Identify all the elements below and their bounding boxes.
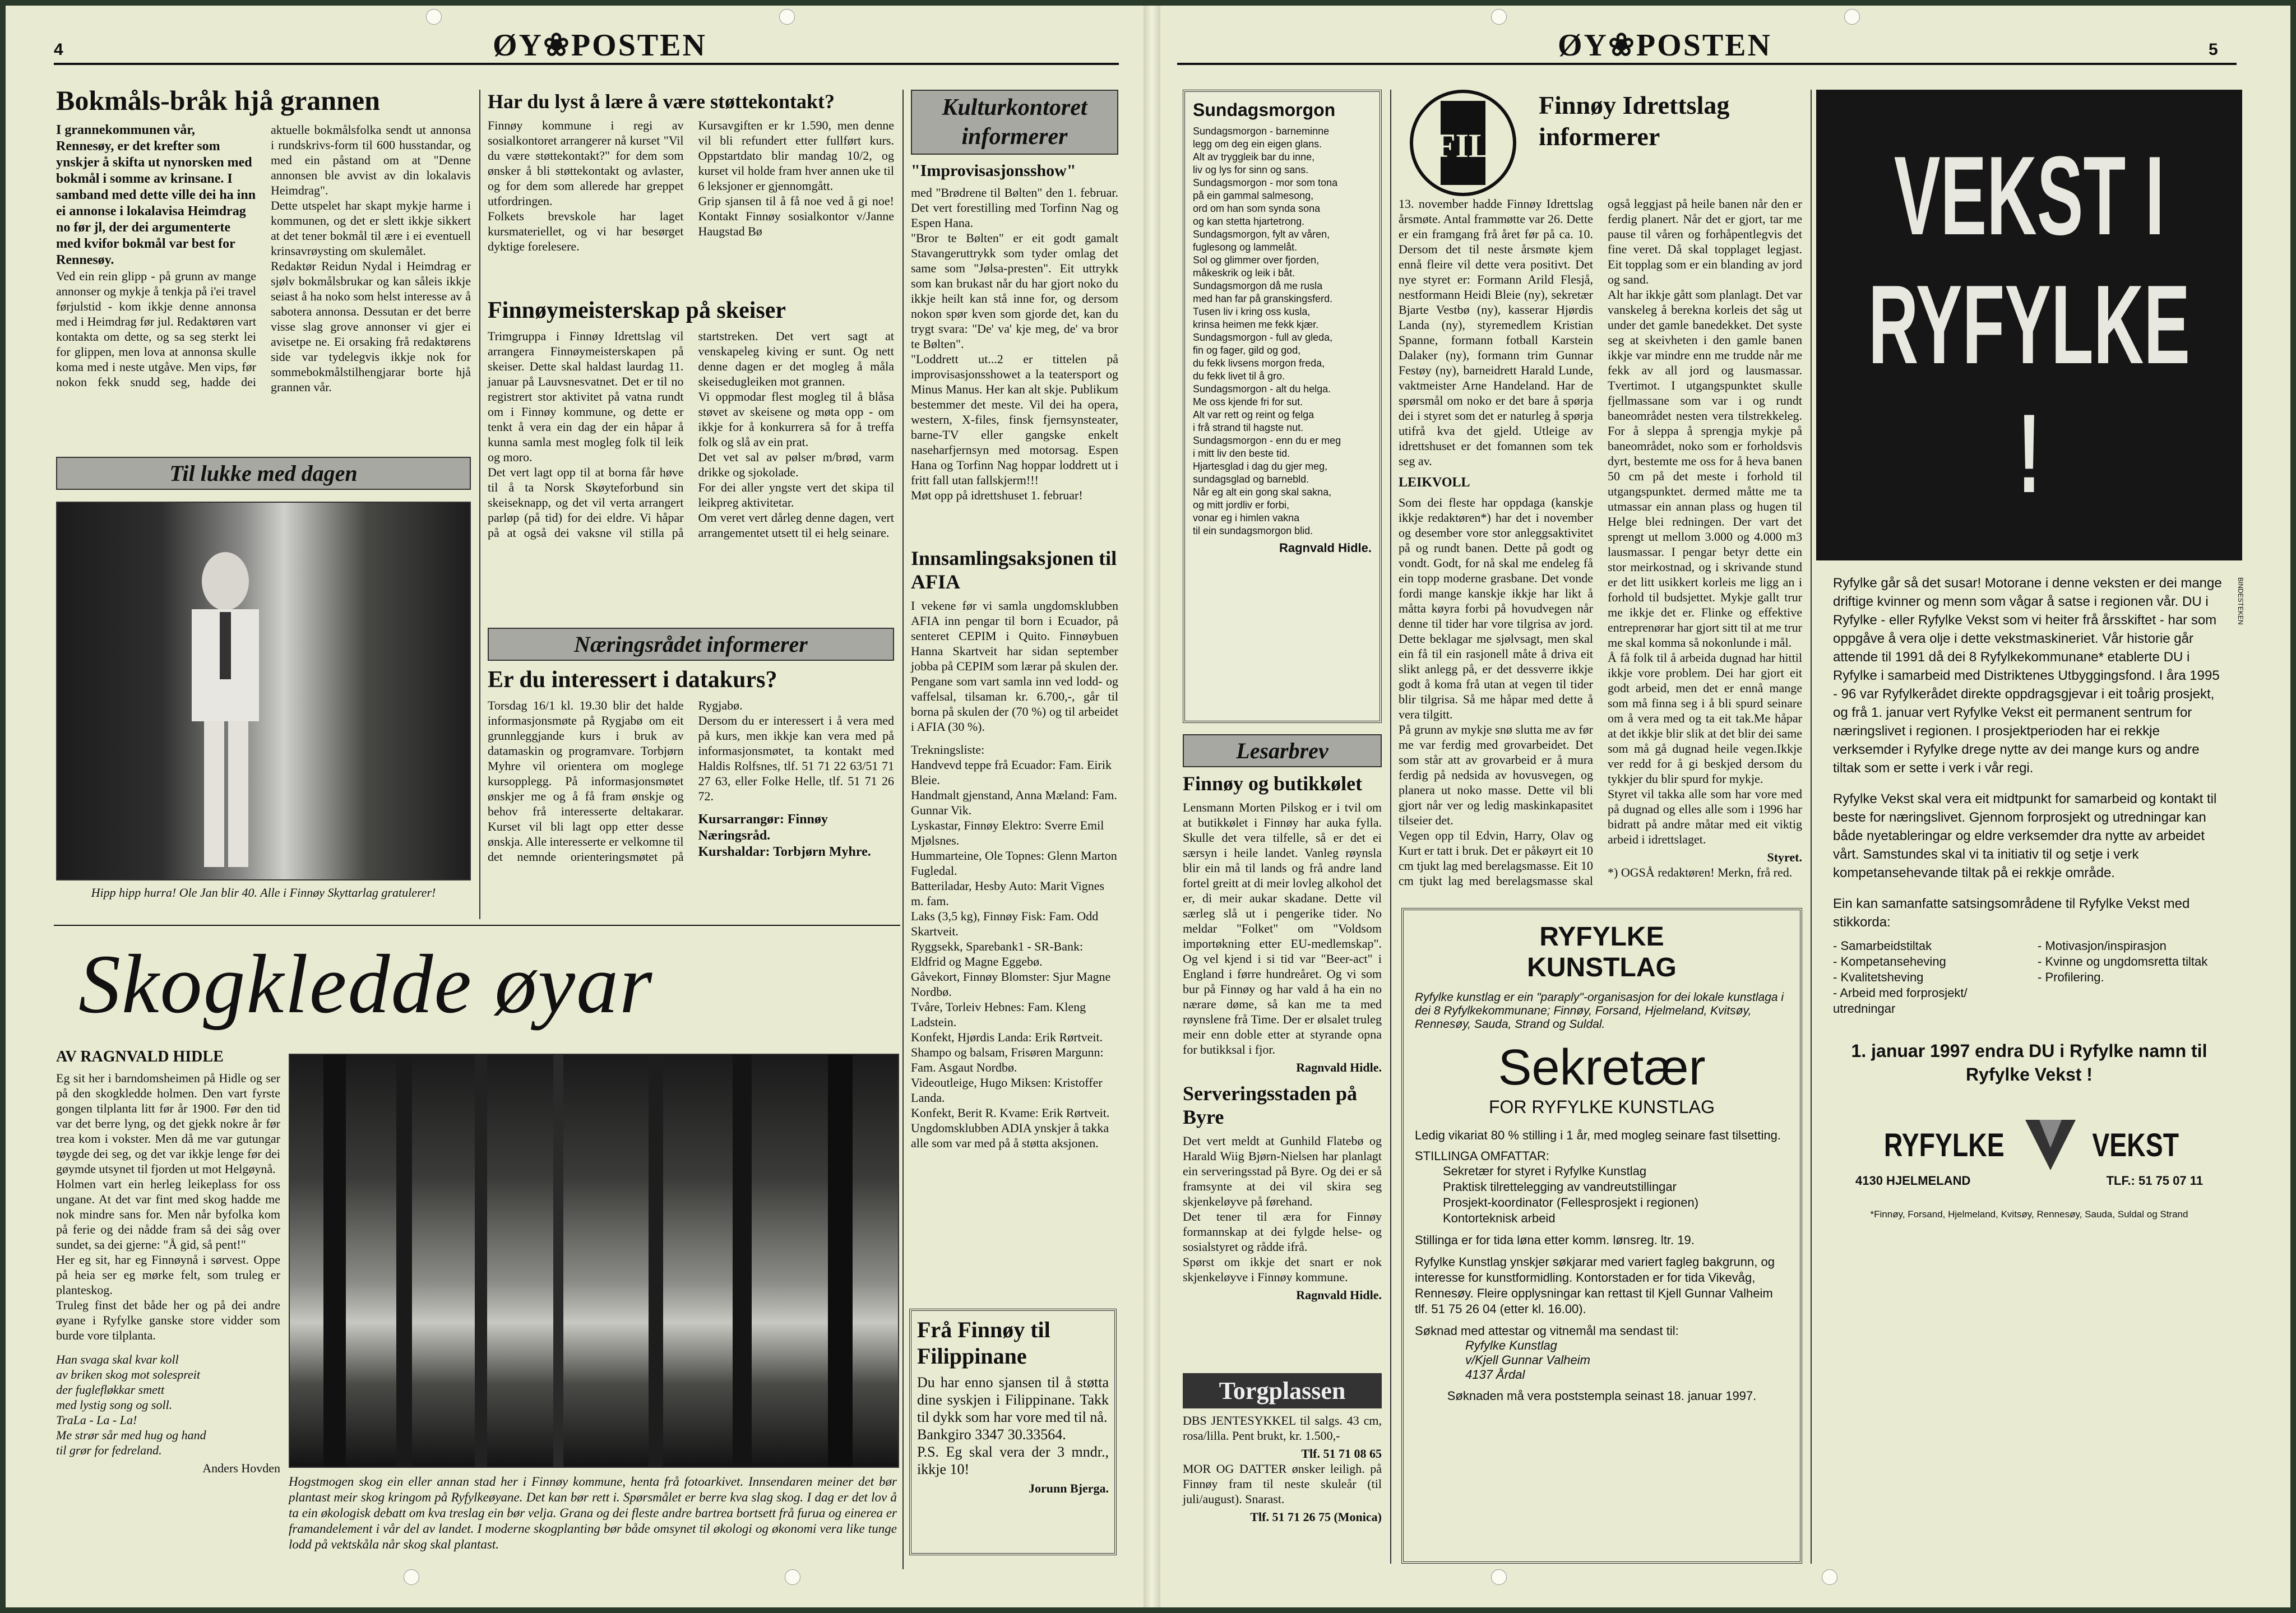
article-naeringsradet	[488, 628, 894, 919]
masthead-right: ØY❀POSTEN	[1558, 28, 1772, 63]
binding-hole	[779, 9, 795, 25]
draw-list: Trekningsliste: Handvevd teppe frå Ecuador: Fam. Eirik Bleie. Handmalt gjenstand, Anna Mæland: Fam. Gunnar Vik. Lyskastar, Finnøy Elektro: Sverre Emil Mjølsnes. Hummarteine, Ole Topnes: Glenn Marton Fugledal. Batteriladar, Hesby Auto: Marit Vignes m. fam. Laks (3,5 kg), Finnøy Fisk: Fam. Odd Skartveit. Ryggsekk, Sparebank1 - SR-Bank: Eldfrid og Magne Eggebø. Gåvekort, Finnøy Blomster: Sjur Magne Nordbø. Tvåre, Torleiv Hebnes: Fam. Kleng Ladstein. Konfekt, Hjørdis Landa: Erik Rørtveit. Shampo og balsam, Frisøren Margunn: Fam. Asgaut Nordbø. Videoutleige, Hugo Miksen: Kristoffer Landa. Konfekt, Berit R. Kvame: Erik Rørtveit. Ungdomsklubben ADIA ynskjer å takka alle som var med på å støtta aksjonen.	[911, 743, 1117, 1150]
headline: Finnøymeisterskap på skeiser	[488, 298, 786, 323]
article-skeiser	[488, 297, 894, 611]
editor-note: *) OGSÅ redaktøren! Merkn, frå red.	[1608, 865, 1793, 879]
focus-item: - Arbeid med forprosjekt/ utredningar	[1833, 986, 1968, 1016]
headline: Er du interessert i datakurs?	[488, 667, 777, 693]
section-bar: Lesarbrev	[1183, 734, 1382, 767]
job-text: Søknad med attestar og vitnemål ma sendast til:	[1415, 1324, 1679, 1338]
page-fold	[1144, 6, 1160, 1607]
article-bokmal	[56, 84, 471, 443]
phone: TLF.: 51 75 07 11	[2106, 1174, 2203, 1188]
headline: Serveringsstaden på Byre	[1183, 1082, 1358, 1128]
binding-hole	[1491, 1569, 1507, 1585]
lead-text: I grannekommunen vår, Rennesøy, er det krefter som ynskjer å skifta ut nynorsken med bokmål i somme av krinsane. I samband med dette ville dei ha inn ei annonse i lokalavisa Heimdrag no før jl, der dei argumenterte med kvifor bokmål var best for Rennesøy.	[56, 123, 256, 267]
vekst-banner	[1816, 90, 2242, 560]
page-number-left: 4	[54, 40, 63, 59]
body-text: Det vert meldt at Gunhild Flatebø og Harald Wiig Bjørn-Nielsen har planlagt ein serveringsstad på Byre. Og dei er så framsynte at dei vil skira seg skjenkeløyve på førehand. Det tener til æra for Finnøy formannskap at dei fylgde helse- og sosialstyret og rådde ifrå. Spørst om ikkje det snart er nok skjenkeløyve i Finnøy kommune.	[1183, 1134, 1382, 1284]
article-til-lukke	[56, 457, 471, 905]
headline: Bokmåls-bråk hjå grannen	[56, 85, 380, 116]
body-text: med "Brødrene til Bølten" den 1. februar. Det vert forestilling med Torfinn Nag og Espen Hana. "Bror te Bølten" er eit godt gamalt Stavangeruttrykk som tyder omlag det same som "Jølsa-presten". Eit uttrykk som kan brukast når du har gjort noko du ikkje heilt kan stå inne for, og dersom nokon spør kven som gjorde det, kan du trygt svara: "De' va' kje meg, de' va bror te Bølten". "Loddrett ut...2 er tittelen på improvisasjonsshowet a la teatersport og Minus Manus. Her kan alt skje. Publikum bestemmer det meste. Vil dei ha opera, western, X-files, finsk fjernsynsteater, barne-TV eller gangske enkelt naseharfjernsyn med motorsag. Espen Hana og Torfinn Nag hoppar loddrett ut i fritt fall utan fallskjerm!!! Møt opp på idrettshuset 1. februar!	[911, 186, 1118, 502]
logo-word: RYFYLKE	[1883, 1127, 2005, 1164]
column-rule	[1811, 90, 1812, 1564]
job-text: Stillinga er for tida løna etter komm. lønsreg. ltr. 19.	[1415, 1233, 1695, 1247]
body-text: Finnøy kommune i regi av sosialkontoret arrangerer nå kurset "Vil du være støttekontakt?" for dem som ønsker å bli støttekontakt og avlaster, og for dem som allerede har greppet utfordringen. Folkets brevskole har laget kursmateriellet, og vi har besørget dyktige forelesere. Kursavgiften er kr 1.590, men denne vil bli refundert etter fullført kurs. Oppstartdato blir mandag 10/2, og kurset vil holde fram hver annen uke til 6 leksjoner er gjennomgått. Grip sjansen til å få noe ved å gi noe! Kontakt Finnøy sosialkontor v/Janne Haugstad Bø	[488, 118, 894, 253]
section-bar: Til lukke med dagen	[56, 457, 471, 490]
body-text: 13. november hadde Finnøy Idrettslag årsmøte. Antal frammøtte var 26. Dette er ein framgang frå året før på ca. 10. Dersom det til neste årsmøte kjem ennå fleire vil dette vera positivt. Det nye styret er: Formann Arild Flesjå, nestformann Heidi Bleie (ny), sekretær Bjarte Vestbø (ny), kasserar Hjørdis Landa (ny), styremedlem Kristian Spanne, formann fotball Karstein Dalaker (ny), formann trim Gunnar Festøy (ny), barneidrett Harald Lunde, vaktmeister Arne Handeland. Har de spørsmål om noko er det bare å spørja dei i styret som det er naturleg å spørja utifrå kva det gjeld. Utleige av idrettshuset er det fomannen som tek seg av.	[1399, 197, 1593, 468]
vekst-logo	[1833, 1120, 2225, 1170]
logo-word: VEKST	[2091, 1127, 2179, 1164]
body-text: Ved ein rein glipp - på grunn av mange annonser og mykje å tenkja på i'ei travel førjulstid - kom ikkje denne annonsa med i Heimdrag før jul. Redaktøren vart kontakta om dette, og sa seg sterkt lei for glippen, men lova at annonsa skulle koma med i neste utgåve. Men vips, før nokon fekk snudd seg, hadde dei aktuelle bokmålsfolka sendt ut annonsa i rundskrivs-form til 600 husstandar, og med ein påstand om at "Denne annonsen ble avvist av din lokalavis Heimdrag". Dette utspelet har skapt mykje harme i kommunen, og det er slett ikkje sikkert at det tener bokmål til ære i ei eventuell krinsavrøysting om skulemålet. Redaktør Reidun Nydal i Heimdrag er sjølv bokmålsbrukar og kan såleis ikkje seiast å ha noko som helst interesse av å sabotera annonsa. Dessutan er det berre visse slag grove annonser vi gjer ei avisetpe ne. Ei orsaking frå redaktørens side var tydelegvis ikkje nok for sommebokmålstilhengjarar borte hjå grannen vår.	[56, 123, 471, 394]
job-subtitle: FOR RYFYLKE KUNSTLAG	[1488, 1097, 1715, 1117]
body-text: Lensmann Morten Pilskog er i tvil om at butikkølet i Finnøy har auka fylla. Skulle det vera tilfelle, så er det ei særsyn i heile landet. Vanleg røynsla blir ein må til lands og frå andre land fortel greitt at di meir lovleg alkohol det er, di meir aukar skadane. Dette vil særleg slå ut i pengerike tider. No meldar "Folket" om "Voldsom importøkning etter EU-medlemskap". Og vel kjend i si tid var "Beer-act" i England i førre hundreåret. Og vi som bur på Finnøy og har vald å ha ein no nærare døme, så kan me ta med røynslene frå Time. Der er ølsalet truleg meir enn doble etter at styrande opna for butikksal i fjor.	[1183, 800, 1382, 1056]
article-skog-text	[56, 1048, 280, 1564]
binding-hole	[785, 1569, 800, 1585]
photo-caption: Hogstmogen skog ein eller annan stad her i Finnøy kommune, henta frå fotoarkivet. Innsendaren meiner det bør plantast meir skog kringom på Ryfylkeøyane. Det kan bør rett i. Spørsmålet er berre kva slag skog. I dag er det lov å ta ein økologisk debatt om kva treslag ein bør velja. Grana og dei fleste andre bartrea bortsett frå furua og einerea er framandelement i vår del av landet. I moderne skogplanting bør både omsynet til økologi og økonomi vera like tunge lodd på vektskåla når skog skal plantast.	[289, 1475, 897, 1551]
idrett-logo	[1396, 84, 1553, 207]
masthead-rule	[1177, 63, 2237, 65]
focus-item: - Kvalitetsheving	[1833, 970, 1924, 984]
logo-letters: FIL	[1434, 127, 1492, 164]
side-code: BINDESTEKEN	[2237, 577, 2244, 625]
focus-item: - Motivasjon/inspirasjon	[2038, 939, 2167, 953]
address: 4130 HJELMELAND	[1855, 1174, 1971, 1188]
ad-phone: Tlf. 51 71 08 65	[1301, 1447, 1382, 1461]
duty-item: Praktisk tilrettelegging av vandreutstillingar	[1443, 1180, 1677, 1194]
body-text: Trimgruppa i Finnøy Idrettslag vil arrangera Finnøymeisterskapen på skeiser. Dette skal haldast laurdag 11. januar på Lauvsnesvatnet. Det er til no registrert stor aktivitet på vatna rundt om i Finnøy kommune, og dette er tenkt å vera ein dag der ein håpar å kunna samla mest mogleg folk til leik og moro. Det vert lagt opp til at borna får høve til å ta Norsk Skøyteforbund sin skeiseknapp, og det vil verta arrangert parløp (på tid) for dei eldre. Vi håpar på at også dei vaksne vil stilla på startstreken. Det vert sagt at venskapeleg kiving er sunt. Og nett denne dagen er det mogleg å måla skeisedugleiken mot grannen. Vi oppmodar flest mogleg til å blåsa støvet av skeisene og møta opp - om ikkje for å konkurrera så for å treffa folk og slå av ein prat. Det vet sal av pølser m/brød, varm drikke og sjokolade. For dei aller yngste vert det skipa til leikpreg aktivitetar. Om veret vert dårleg denne dagen, vert arrangementet utsett til ei helg seinare.	[488, 329, 894, 540]
job-title: Sekretær	[1498, 1040, 1706, 1096]
vekst-contact	[1855, 1174, 2203, 1188]
body-text: Eg sit her i barndomsheimen på Hidle og ser på den skogkledde holmen. Den vart fyrste gongen tilplanta litt før år 1900. Før den tid var det berre lyng, og det gjekk nokre år før trea kom i vokster. Men då me var gutungar tøygde dei seg, og det var ikkje lenge før dei gøymde utsynet til fjorden ut mot Helgøynå. Holmen vart ein herleg leikeplass for oss ungane. At det var fint med skog hadde me nok mindre sans for. Men når byfolka kom på ferie og dei nådde fram så dei såg over sundet, sa dei gjerne: "Å gid, så pent!" Her eg sit, har eg Finnøynå i sørvest. Oppe på heia ser eg mørke felt, som truleg er planteskog. Truleg finst det både her og på dei andre øyane i Ryfylke ganske store vidder som burde vore tilplanta.	[56, 1071, 280, 1342]
poem-sundagsmorgon	[1183, 90, 1382, 723]
byline: AV RAGNVALD HIDLE	[56, 1048, 224, 1065]
section-rule	[54, 925, 900, 926]
logo-line: KUNSTLAG	[1527, 953, 1677, 982]
vekst-text	[1816, 560, 2242, 1223]
section-bar: Kulturkontoret informerer	[911, 90, 1118, 155]
headline-skogkledde: Skogkledde øyar	[78, 938, 654, 1031]
headline: Finnøy og butikkølet	[1183, 772, 1363, 795]
focus-list-right	[2038, 938, 2225, 1017]
poem-signature: Anders Hovden	[202, 1461, 280, 1475]
poem-title: Sundagsmorgon	[1193, 100, 1336, 120]
footnote: *Finnøy, Forsand, Hjelmeland, Kvitsøy, Rennesøy, Sauda, Suldal og Strand	[1870, 1209, 2188, 1220]
signature: Styret.	[1767, 850, 1802, 864]
paragraph: Ryfylke Vekst skal vera eit midtpunkt for samarbeid og kontakt til beste for næringslivet. Gjennom forprosjekt og utredningar kan både nyetableringar og eldre verksemder dra nytte av arbeidet vårt. Samstundes skal vi ta initiativ til og setje i verk kompetansehevande tiltak på ei rekkje område.	[1833, 791, 2217, 880]
column-rule	[479, 90, 480, 919]
torgplassen-ads	[1183, 1373, 1382, 1564]
binding-hole	[404, 1569, 419, 1585]
paragraph: Ryfylke går så det susar! Motorane i denne veksten er dei mange driftige kvinner og menn som vågar å satse i regionen vår. DU i Ryfylke - eller Ryfylke Vekst som vi heiter frå årsskiftet - har som oppgåve å vera olje i dette vekstmaskineriet. Vår historie går attende til 1991 då dei 8 Ryfylkekommunane* etablerte DU i Ryfylke i samarbeid med Distriktenes Utbyggingsfond. I åra 1995 - 96 var Ryfylkerådet direkte oppdragsgjevar i eit toårig prosjekt, og frå 1. januar vert Ryfylke Vekst eit permanent sentrum for næringslivet i regionen. I prosjektperioden har ei rekkje verksemder i Ryfylke drege nytte av dei mange kurs og andre tiltak som er sette i verk i vår regi.	[1833, 576, 2222, 776]
article-lesarbrev	[1183, 734, 1382, 1339]
section-bar: Næringsrådet informerer	[488, 628, 894, 661]
tree-trunks	[290, 1055, 898, 1467]
forest-photo	[289, 1054, 899, 1468]
duties-list	[1443, 1164, 1789, 1226]
binding-hole	[1822, 1569, 1837, 1585]
headline: Innsamlingsaksjonen til AFIA	[911, 547, 1117, 593]
masthead-rule	[54, 63, 1119, 65]
ad-ryfylke-kunstlag	[1401, 908, 1802, 1564]
banner-text: VEKST I RYFYLKE !	[1868, 133, 2191, 516]
focus-list-left	[1833, 938, 2021, 1017]
logo-line: RYFYLKE	[1539, 922, 1664, 952]
fil-logo-icon	[1396, 84, 1542, 202]
section-bar: Torgplassen	[1183, 1373, 1382, 1408]
duties-title: STILLINGA OMFATTAR:	[1415, 1149, 1550, 1163]
headline: Har du lyst å lære å være støttekontakt?	[488, 90, 835, 113]
headline-idrett: Finnøy Idrettslag informerer	[1539, 91, 1730, 151]
intro-text: Ryfylke kunstlag er ein "paraply"-organisasjon for dei lokale kunstlaga i dei 8 Ryfylkekommunane; Finnøy, Forsand, Hjelmeland, Kvitsøy, Rennesøy, Sauda, Strand og Suldal.	[1415, 991, 1784, 1031]
article-afia	[911, 546, 1118, 1309]
article-columns	[56, 122, 471, 436]
signature: Ragnvald Hidle.	[1296, 1060, 1382, 1074]
deadline: Søknaden må vera poststempla seinast 18. januar 1997.	[1447, 1389, 1757, 1403]
classified-ad: DBS JENTESYKKEL til salgs. 43 cm, rosa/lilla. Pent brukt, kr. 1.500,-	[1183, 1413, 1382, 1443]
article-idrett	[1399, 196, 1802, 897]
sub-headline: "Improvisasjonsshow"	[911, 161, 1076, 180]
article-stottekontakt	[488, 90, 894, 303]
binding-hole	[1491, 9, 1507, 25]
body-text: Som dei fleste har oppdaga (kanskje ikkje redaktøren*) har det i november og desember vore stor anleggsaktivitet på og rundt banen. Dette på godt og vondt. Godt, for nå skal me endeleg få ein topp moderne grasbane. Det vonde fordi mange kanskje ikkje har likt å måtta køyra forbi på hovudvegen når denne til tider har vore tilgrisa av jord. Dette beklagar me sjølvsagt, men skal ein få til ein rasjonell måte å driva eit slikt anlegg på, er det dessverre ikkje godt å koma frå utan at vegen til tider blir tilgrisa. Så me håpar med dette å vera tilgitt. På grunn av mykje snø slutta me av før me var ferdig med grovarbeidet. Det som står att av grovarbeid er å mura ferdig på nedsida av hovusvegen, og planera ut noko masse. Dette vil bli gjort når ver og ledig maskinkapasitet tilseier det. Vegen opp til Edvin, Harry, Olav og Kurt er tatt i bruk. Det er påkøyrt eit 10 cm tjukt lag med berelagsmasse. Eit 10 cm tjukt lag med berelagsmasse skal også leggjast på heile banen når den er ferdig planert. Når det er gjort, tar me pause til våren og forhåpentlegvis det fine veret. Då skal topplaget legjast. Eit topplag som er ein blanding av jord og sand. Alt har ikkje gått som planlagt. Det var vanskeleg å berekna korleis det såg ut under det gamle banedekket. Det syste seg at skeivheten i den gamle banen ikkje var mindre enn me trudde når me fekk av all jord og lausmassar. Tvertimot. I utgangspunktet skulle fjellmassane som var i og rundt baneområdet nesten vera tilstrekkeleg. For å sleppa å sprengja mykje på baneområdet, noko som er forholdsvis dyrt, bestemte me oss for å heva banen 50 cm på det meste i forhold til utgangspunktet. dermed måtte me ta utmassar ein annan plass og hugen til Helge blei redningen. Der vart det sprengt ut mellom 3.000 og 4.000 m3 lausmassar. I pengar betyr dette ein stor meirkostnad, og i skrivande stund er det litt usikkert korleis me ligg an i forhold til budsjettet. Mykje gallt trur me ikkje det er. Flinke og effektive entreprenørar har gjort sitt til at me trur me skal komma så nokonlunde i mål. Å få folk til å arbeida dugnad har hittil ikkje vore problem. Dei har gjort eit godt arbeid, men det er ennå mange som må finna seg i å bli spurd seinare om å vera med og ta eit tak.Me håpar at det ikkje blir slik at det blir dei same som må gå dugnad heile vegen.Ikkje ver redd for å gi beskjed dersom du tykkjer du blir spurd for mykje. Styret vil takka alle som har vore med på dugnad og elles alle som i 1996 har bidratt på andre måtar med eit viktig arbeid i idrettslaget.	[1399, 197, 1802, 888]
ad-ryfylke-vekst	[1816, 90, 2242, 1564]
duty-item: Prosjekt-koordinator (Fellesprosjekt i regionen)	[1443, 1195, 1699, 1209]
v-logo-icon	[2025, 1120, 2076, 1170]
binding-hole	[1844, 9, 1860, 25]
poem: Han svaga skal kvar koll av briken skog mot solespreit der fuglefløkkar smett med lystig song og soll. TraLa - La - La! Me strør sår med hug og hand til grør for fedreland.	[56, 1352, 206, 1457]
focus-areas	[1833, 938, 2225, 1017]
ad-phone: Tlf. 51 71 26 75 (Monica)	[1250, 1510, 1382, 1524]
classified-ad: MOR OG DATTER ønsker leiligh. på Finnøy fram til neste skuleår (til juli/august). Snarast.	[1183, 1462, 1382, 1506]
birthday-photo	[56, 502, 471, 880]
signature: Jorunn Bjerga.	[1029, 1481, 1109, 1495]
signature: Ragnvald Hidle.	[1296, 1288, 1382, 1302]
focus-item: - Profilering.	[2038, 970, 2104, 984]
address: Ryfylke Kunstlag v/Kjell Gunnar Valheim 4137 Årdal	[1465, 1338, 1590, 1382]
duty-item: Sekretær for styret i Ryfylke Kunstlag	[1443, 1164, 1647, 1178]
job-text: Ledig vikariat 80 % stilling i 1 år, med mogleg seinare fast tilsetting.	[1415, 1128, 1781, 1142]
article-kulturkontoret	[911, 90, 1118, 538]
vekst-headline: 1. januar 1997 endra DU i Ryfylke namn til Ryfylke Vekst !	[1851, 1041, 2207, 1084]
duty-item: Kontorteknisk arbeid	[1443, 1211, 1556, 1225]
signature: Ragnvald Hidle.	[1279, 541, 1372, 555]
focus-item: - Samarbeidstiltak	[1833, 939, 1932, 953]
paragraph: Ein kan samanfatte satsingsområdene til Ryfylke Vekst med stikkorda:	[1833, 896, 2190, 930]
article-columns	[1399, 196, 1802, 891]
course-credits: Kursarrangør: Finnøy Næringsråd. Kurshaldar: Torbjørn Myhre.	[698, 812, 871, 859]
article-filippinane	[909, 1309, 1117, 1555]
job-text: Ryfylke Kunstlag ynskjer søkjarar med variert fagleg bakgrunn, og interesse for kunstformidling. Kontorstaden er for tida Vikevåg, Rennesøy. Fleire opplysningar kan rettast til Kjell Gunnar Valheim tlf. 51 75 26 04 (etter kl. 16.00).	[1415, 1255, 1775, 1316]
photo-caption: Hipp hipp hurra! Ole Jan blir 40. Alle i Finnøy Skyttarlag gratulerer!	[91, 886, 436, 900]
focus-item: - Kompetanseheving	[1833, 954, 1946, 968]
body-text: Torsdag 16/1 kl. 19.30 blir det halde informasjonsmøte på Rygjabø om eit grunnleggjande kurs i bruk av datamaskin og programvare. Torbjørn Myhre vil orientera om moglege kursopplegg. På informasjonsmøtet ønskjer me og å få fram ønskje og behov frå interesserte deltakarar. Kurset vil bli lagt opp etter desse ønskja. Alle interesserte er velkomne til det nemnde orienteringsmøtet på Rygjabø. Dersom du er interessert i å vera med på kurs, men ikkje kan vera med på informasjonsmøtet, ta kontakt med Haldis Rolfsnes, tlf. 51 71 22 63/51 71 27 63, eller Folke Helle, tlf. 51 71 26 72.	[488, 698, 894, 864]
newspaper-spread	[6, 6, 2290, 1607]
body-text: Du har enno sjansen til å støtta dine syskjen i Filippinane. Takk til dykk som har vore med til nå. Bankgiro 3347 30.33564. P.S. Eg skal vera der 3 mndr., ikkje 10!	[917, 1374, 1109, 1477]
sub-headline: LEIKVOLL	[1399, 475, 1470, 490]
binding-hole	[426, 9, 442, 25]
kunstlag-logo	[1415, 921, 1789, 983]
poem-text: Sundagsmorgon - barneminne legg om deg ein eigen glans. Alt av tryggleik bar du inne, liv og lys for sinn og sans. Sundagsmorgon - mor som tona på ein gammal salmesong, ord om han som synda sona og kan stetta hjartetrong. Sundagsmorgon, fylt av våren, fuglesong og lammelåt. Sol og glimmer over fjorden, måkeskrik og leik i båt. Sundagsmorgon då me rusla med han far på granskingsferd. Tusen liv i kring oss kusla, krinsa heimen me fekk kjær. Sundagsmorgon - full av gleda, fin og fager, gild og god, du fekk livsens morgon freda, du fekk livet til å gro. Sundagsmorgon - alt du helga. Me oss kjende fri for sut. Alt var rett og reint og felga i frå strand til hagste nut. Sundagsmorgon - enn du er meg i mitt liv den beste tid. Hjartesglad i dag du gjer meg, sundagsglad og barnebld. Når eg alt ein gong skal sakna, og mitt jordliv er forbi, vonar eg i himlen vakna til ein sundagsmorgon blid.	[1193, 126, 1341, 536]
body-text: I vekene før vi samla ungdomsklubben AFIA inn pengar til born i Ecuador, på senteret CEPIM i Quito. Finnøybuen Hanna Skartveit har sidan september jobba på CEPIM som lærar på skulen der. Pengane som vart samla inn ved lodd- og vaffelsal, tilsaman kr. 6.700,-, går til borna på skulen der (70 %) og til arbeidet i AFIA (30 %).	[911, 599, 1118, 734]
column-rule	[902, 90, 904, 1569]
masthead-left: ØY❀POSTEN	[493, 28, 707, 63]
headline: Frå Finnøy til Filippinane	[917, 1317, 1050, 1369]
person-figure	[57, 503, 470, 879]
page-number-right: 5	[2209, 40, 2218, 59]
article-columns	[488, 698, 894, 922]
column-rule	[1390, 90, 1391, 1564]
focus-item: - Kvinne og ungdomsretta tiltak	[2038, 954, 2208, 968]
